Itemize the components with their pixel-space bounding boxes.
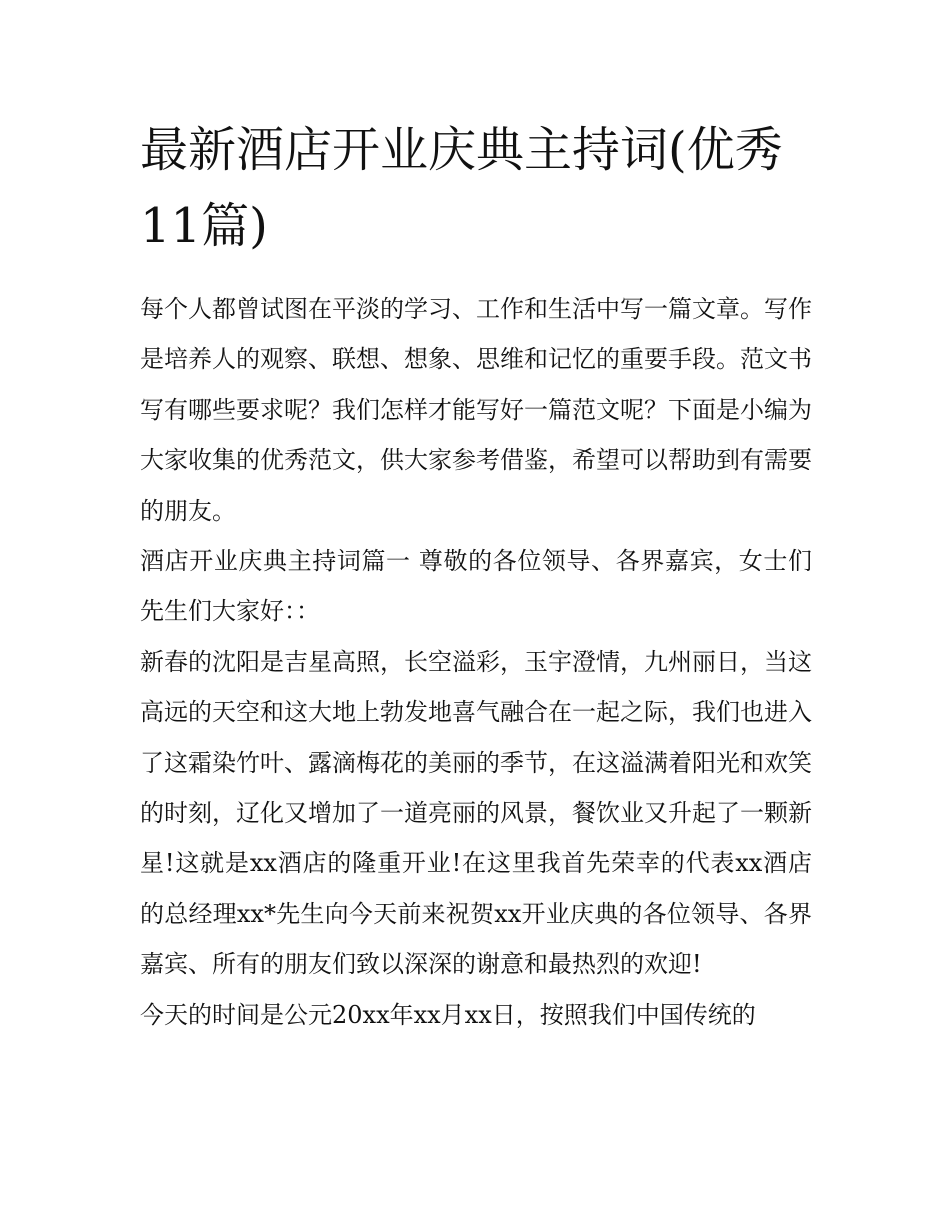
intro-paragraph: 每个人都曾试图在平淡的学习、工作和生活中写一篇文章。写作是培养人的观察、联想、想象、思维和记忆的重要手段。范文书写有哪些要求呢？我们怎样才能写好一篇范文呢？下面是小编为大家收集的优秀范文，供大家参考借鉴，希望可以帮助到有需要的朋友。	[140, 295, 812, 525]
opening-speech-paragraph: 新春的沈阳是吉星高照，长空溢彩，玉宇澄情，九州丽日，当这高远的天空和这大地上勃发地喜气融合在一起之际，我们也进入了这霜染竹叶、露滴梅花的美丽的季节，在这溢满着阳光和欢笑的时刻，辽化又增加了一道亮丽的风景，餐饮业又升起了一颗新星!这就是xx酒店的隆重开业!在这里我首先荣幸的代表xx酒店的总经理xx*先生向今天前来祝贺xx开业庆典的各位领导、各界嘉宾、所有的朋友们致以深深的谢意和最热烈的欢迎!	[140, 647, 812, 979]
date-paragraph: 今天的时间是公元20xx年xx月xx日，按照我们中国传统的	[140, 1000, 756, 1029]
section-one-greeting-paragraph: 酒店开业庆典主持词篇一 尊敬的各位领导、各界嘉宾，女士们先生们大家好：：	[140, 547, 812, 626]
document-title: 最新酒店开业庆典主持词(优秀11篇)	[140, 122, 783, 254]
document-page	[140, 112, 812, 1040]
